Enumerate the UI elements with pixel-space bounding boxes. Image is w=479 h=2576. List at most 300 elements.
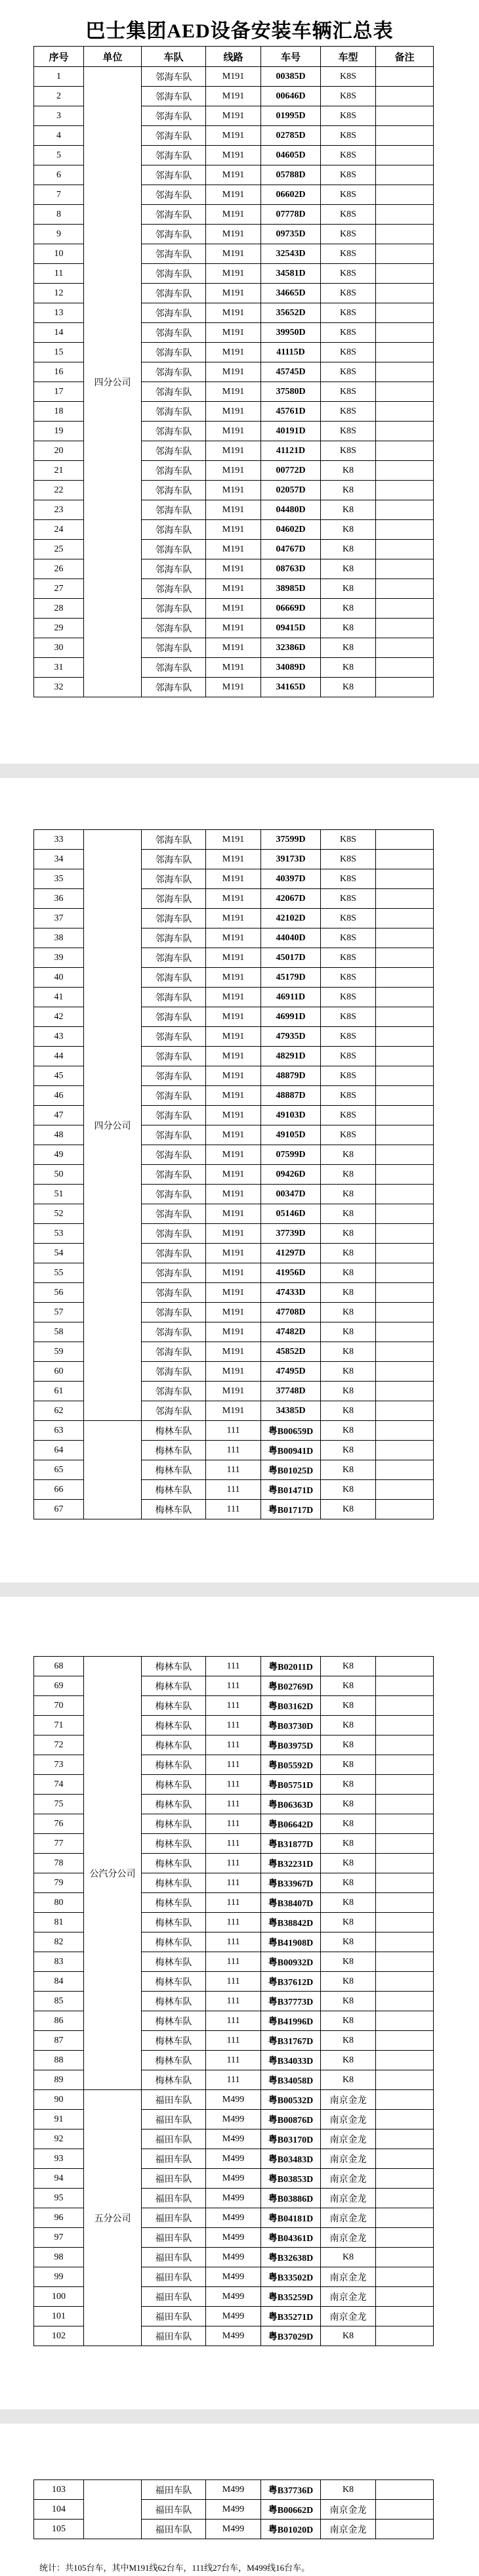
remark-cell: [376, 500, 434, 520]
row-number: 61: [34, 1382, 84, 1401]
plate-cell: 粤B00941D: [261, 1441, 321, 1460]
remark-cell: [376, 2500, 434, 2520]
plate-cell: 47495D: [261, 1362, 321, 1382]
route-cell: M191: [206, 225, 261, 244]
row-number: 46: [34, 1086, 84, 1106]
route-cell: M499: [206, 2480, 261, 2500]
column-header: 车型: [321, 47, 376, 67]
route-cell: M191: [206, 481, 261, 500]
remark-cell: [376, 481, 434, 500]
remark-cell: [376, 1165, 434, 1185]
fleet-cell: 邻海车队: [142, 284, 206, 303]
row-number: 26: [34, 559, 84, 579]
plate-cell: 粤B41996D: [261, 2011, 321, 2031]
table-block: [33, 829, 434, 1519]
fleet-cell: 邻海车队: [142, 1401, 206, 1421]
fleet-cell: 梅林车队: [142, 2031, 206, 2051]
model-cell: K8: [321, 1716, 376, 1736]
route-cell: 111: [206, 1972, 261, 1992]
fleet-cell: 邻海车队: [142, 185, 206, 205]
row-number: 10: [34, 244, 84, 264]
row-number: 56: [34, 1283, 84, 1303]
row-number: 42: [34, 1007, 84, 1027]
model-cell: K8: [321, 1322, 376, 1342]
fleet-cell: 邻海车队: [142, 225, 206, 244]
model-cell: K8: [321, 2051, 376, 2070]
model-cell: K8: [321, 1480, 376, 1500]
model-cell: K8S: [321, 382, 376, 402]
remark-cell: [376, 1283, 434, 1303]
route-cell: M499: [206, 2500, 261, 2520]
model-cell: K8S: [321, 126, 376, 146]
fleet-cell: 梅林车队: [142, 1755, 206, 1775]
plate-cell: 粤B01020D: [261, 2520, 321, 2539]
route-cell: 111: [206, 1480, 261, 1500]
remark-cell: [376, 658, 434, 678]
model-cell: K8S: [321, 441, 376, 461]
route-cell: M191: [206, 1125, 261, 1145]
remark-cell: [376, 1401, 434, 1421]
model-cell: K8: [321, 461, 376, 481]
plate-cell: 34665D: [261, 284, 321, 303]
plate-cell: 38985D: [261, 579, 321, 599]
row-number: 43: [34, 1027, 84, 1047]
column-header: 备注: [376, 47, 434, 67]
model-cell: K8: [321, 638, 376, 658]
model-cell: K8: [321, 1775, 376, 1795]
fleet-cell: 邻海车队: [142, 441, 206, 461]
fleet-cell: 梅林车队: [142, 1441, 206, 1460]
remark-cell: [376, 619, 434, 638]
route-cell: M191: [206, 909, 261, 928]
model-cell: K8S: [321, 205, 376, 225]
model-cell: 南京金龙: [321, 2500, 376, 2520]
route-cell: M191: [206, 1224, 261, 1244]
plate-cell: 粤B34058D: [261, 2070, 321, 2090]
route-cell: M191: [206, 402, 261, 422]
model-cell: 南京金龙: [321, 2228, 376, 2248]
route-cell: M191: [206, 579, 261, 599]
model-cell: K8: [321, 1736, 376, 1755]
column-header: 车队: [142, 47, 206, 67]
fleet-cell: 福田车队: [142, 2267, 206, 2287]
plate-cell: 09415D: [261, 619, 321, 638]
table-block: [33, 2479, 434, 2539]
fleet-cell: 梅林车队: [142, 1795, 206, 1814]
route-cell: M191: [206, 520, 261, 540]
model-cell: K8S: [321, 284, 376, 303]
row-number: 75: [34, 1795, 84, 1814]
model-cell: K8: [321, 599, 376, 619]
fleet-cell: 福田车队: [142, 2307, 206, 2326]
row-number: 37: [34, 909, 84, 928]
remark-cell: [376, 2169, 434, 2189]
fleet-cell: 邻海车队: [142, 988, 206, 1007]
remark-cell: [376, 2051, 434, 2070]
row-number: 1: [34, 67, 84, 87]
model-cell: K8: [321, 2070, 376, 2090]
fleet-cell: 邻海车队: [142, 126, 206, 146]
remark-cell: [376, 909, 434, 928]
plate-cell: 45179D: [261, 968, 321, 988]
row-number: 5: [34, 146, 84, 165]
plate-cell: 粤B37773D: [261, 1992, 321, 2011]
remark-cell: [376, 343, 434, 362]
unit-cell: 公汽分公司: [84, 1657, 142, 2090]
route-cell: M191: [206, 869, 261, 889]
plate-cell: 06669D: [261, 599, 321, 619]
plate-cell: 粤B34033D: [261, 2051, 321, 2070]
remark-cell: [376, 2110, 434, 2129]
remark-cell: [376, 1775, 434, 1795]
row-number: 81: [34, 1913, 84, 1932]
route-cell: M191: [206, 678, 261, 697]
fleet-cell: 邻海车队: [142, 362, 206, 382]
plate-cell: 02057D: [261, 481, 321, 500]
plate-cell: 粤B37736D: [261, 2480, 321, 2500]
row-number: 99: [34, 2267, 84, 2287]
model-cell: 南京金龙: [321, 2189, 376, 2208]
route-cell: 111: [206, 1795, 261, 1814]
table-header-row: [34, 47, 434, 67]
remark-cell: [376, 1932, 434, 1952]
remark-cell: [376, 1263, 434, 1283]
remark-cell: [376, 678, 434, 697]
plate-cell: 49105D: [261, 1125, 321, 1145]
route-cell: M191: [206, 559, 261, 579]
route-cell: M499: [206, 2287, 261, 2307]
route-cell: M191: [206, 441, 261, 461]
fleet-cell: 邻海车队: [142, 1322, 206, 1342]
route-cell: M191: [206, 67, 261, 87]
model-cell: K8: [321, 1696, 376, 1716]
route-cell: 111: [206, 1736, 261, 1755]
route-cell: 111: [206, 1913, 261, 1932]
fleet-cell: 邻海车队: [142, 382, 206, 402]
route-cell: 111: [206, 1441, 261, 1460]
model-cell: K8: [321, 1185, 376, 1204]
model-cell: K8: [321, 1657, 376, 1676]
model-cell: K8: [321, 559, 376, 579]
plate-cell: 41115D: [261, 343, 321, 362]
plate-cell: 09426D: [261, 1165, 321, 1185]
plate-cell: 粤B32638D: [261, 2248, 321, 2267]
remark-cell: [376, 165, 434, 185]
plate-cell: 粤B00532D: [261, 2090, 321, 2110]
plate-cell: 02785D: [261, 126, 321, 146]
route-cell: M191: [206, 500, 261, 520]
plate-cell: 40191D: [261, 422, 321, 441]
route-cell: 111: [206, 1834, 261, 1854]
model-cell: K8: [321, 1303, 376, 1322]
fleet-cell: 邻海车队: [142, 638, 206, 658]
fleet-cell: 邻海车队: [142, 402, 206, 422]
route-cell: M499: [206, 2129, 261, 2149]
model-cell: K8S: [321, 422, 376, 441]
route-cell: M191: [206, 461, 261, 481]
row-number: 57: [34, 1303, 84, 1322]
route-cell: M191: [206, 323, 261, 343]
model-cell: K8: [321, 1952, 376, 1972]
route-cell: M191: [206, 1145, 261, 1165]
row-number: 27: [34, 579, 84, 599]
row-number: 7: [34, 185, 84, 205]
route-cell: M191: [206, 382, 261, 402]
column-header: 序号: [34, 47, 84, 67]
remark-cell: [376, 1185, 434, 1204]
route-cell: M499: [206, 2307, 261, 2326]
row-number: 70: [34, 1696, 84, 1716]
remark-cell: [376, 830, 434, 850]
route-cell: 111: [206, 2051, 261, 2070]
model-cell: K8: [321, 1145, 376, 1165]
model-cell: 南京金龙: [321, 2169, 376, 2189]
plate-cell: 04605D: [261, 146, 321, 165]
model-cell: K8S: [321, 948, 376, 968]
fleet-cell: 邻海车队: [142, 1185, 206, 1204]
row-number: 66: [34, 1480, 84, 1500]
model-cell: K8: [321, 2248, 376, 2267]
row-number: 55: [34, 1263, 84, 1283]
fleet-cell: 邻海车队: [142, 850, 206, 869]
fleet-cell: 梅林车队: [142, 1657, 206, 1676]
route-cell: 111: [206, 1421, 261, 1441]
model-cell: 南京金龙: [321, 2520, 376, 2539]
fleet-cell: 梅林车队: [142, 1972, 206, 1992]
fleet-cell: 邻海车队: [142, 461, 206, 481]
route-cell: M191: [206, 1066, 261, 1086]
fleet-cell: 邻海车队: [142, 1283, 206, 1303]
model-cell: K8S: [321, 1007, 376, 1027]
row-number: 104: [34, 2500, 84, 2520]
model-cell: K8S: [321, 323, 376, 343]
remark-cell: [376, 1086, 434, 1106]
model-cell: K8: [321, 1283, 376, 1303]
remark-cell: [376, 869, 434, 889]
fleet-cell: 邻海车队: [142, 481, 206, 500]
model-cell: 南京金龙: [321, 2208, 376, 2228]
plate-cell: 34385D: [261, 1401, 321, 1421]
row-number: 54: [34, 1244, 84, 1263]
column-header: 单位: [84, 47, 142, 67]
remark-cell: [376, 1125, 434, 1145]
remark-cell: [376, 2189, 434, 2208]
model-cell: K8: [321, 1795, 376, 1814]
fleet-cell: 梅林车队: [142, 1932, 206, 1952]
fleet-cell: 梅林车队: [142, 1775, 206, 1795]
model-cell: K8S: [321, 850, 376, 869]
row-number: 45: [34, 1066, 84, 1086]
row-number: 22: [34, 481, 84, 500]
fleet-cell: 邻海车队: [142, 165, 206, 185]
model-cell: K8S: [321, 968, 376, 988]
row-number: 100: [34, 2287, 84, 2307]
fleet-cell: 邻海车队: [142, 889, 206, 909]
model-cell: K8: [321, 1244, 376, 1263]
plate-cell: 46911D: [261, 988, 321, 1007]
remark-cell: [376, 1145, 434, 1165]
route-cell: M191: [206, 599, 261, 619]
row-number: 79: [34, 1873, 84, 1893]
fleet-cell: 邻海车队: [142, 87, 206, 106]
remark-cell: [376, 1755, 434, 1775]
plate-cell: 48887D: [261, 1086, 321, 1106]
route-cell: M191: [206, 1086, 261, 1106]
model-cell: K8S: [321, 1047, 376, 1066]
model-cell: K8S: [321, 909, 376, 928]
plate-cell: 49103D: [261, 1106, 321, 1125]
model-cell: K8: [321, 619, 376, 638]
remark-cell: [376, 2208, 434, 2228]
fleet-cell: 邻海车队: [142, 303, 206, 323]
remark-cell: [376, 1441, 434, 1460]
route-cell: 111: [206, 1992, 261, 2011]
model-cell: K8: [321, 2326, 376, 2346]
remark-cell: [376, 87, 434, 106]
plate-cell: 粤B06642D: [261, 1814, 321, 1834]
remark-cell: [376, 2326, 434, 2346]
plate-cell: 粤B03975D: [261, 1736, 321, 1755]
model-cell: K8S: [321, 264, 376, 284]
fleet-cell: 邻海车队: [142, 244, 206, 264]
fleet-cell: 梅林车队: [142, 1736, 206, 1755]
route-cell: 111: [206, 2031, 261, 2051]
fleet-cell: 福田车队: [142, 2129, 206, 2149]
plate-cell: 00646D: [261, 87, 321, 106]
model-cell: K8S: [321, 1027, 376, 1047]
fleet-cell: 邻海车队: [142, 658, 206, 678]
remark-cell: [376, 185, 434, 205]
route-cell: M191: [206, 205, 261, 225]
row-number: 50: [34, 1165, 84, 1185]
route-cell: M191: [206, 303, 261, 323]
remark-cell: [376, 1873, 434, 1893]
plate-cell: 45745D: [261, 362, 321, 382]
model-cell: 南京金龙: [321, 2149, 376, 2169]
fleet-cell: 福田车队: [142, 2480, 206, 2500]
row-number: 16: [34, 362, 84, 382]
model-cell: K8S: [321, 830, 376, 850]
remark-cell: [376, 244, 434, 264]
route-cell: M499: [206, 2149, 261, 2169]
fleet-cell: 梅林车队: [142, 2070, 206, 2090]
fleet-cell: 邻海车队: [142, 540, 206, 559]
remark-cell: [376, 422, 434, 441]
route-cell: M191: [206, 185, 261, 205]
model-cell: K8: [321, 1382, 376, 1401]
route-cell: 111: [206, 1755, 261, 1775]
fleet-cell: 邻海车队: [142, 422, 206, 441]
model-cell: K8: [321, 1500, 376, 1519]
fleet-cell: 福田车队: [142, 2248, 206, 2267]
plate-cell: 09735D: [261, 225, 321, 244]
plate-cell: 粤B05751D: [261, 1775, 321, 1795]
row-number: 47: [34, 1106, 84, 1125]
fleet-cell: 邻海车队: [142, 1204, 206, 1224]
remark-cell: [376, 1460, 434, 1480]
plate-cell: 粤B03162D: [261, 1696, 321, 1716]
model-cell: K8: [321, 2011, 376, 2031]
model-cell: K8S: [321, 869, 376, 889]
fleet-cell: 邻海车队: [142, 1125, 206, 1145]
remark-cell: [376, 1007, 434, 1027]
fleet-cell: 邻海车队: [142, 830, 206, 850]
footer-note: 统计：共105台车，其中M191线62台车，111线27台车，M499线16台车。: [39, 2563, 310, 2573]
row-number: 4: [34, 126, 84, 146]
remark-cell: [376, 2129, 434, 2149]
fleet-cell: 邻海车队: [142, 948, 206, 968]
plate-cell: 粤B35259D: [261, 2287, 321, 2307]
route-cell: M191: [206, 1244, 261, 1263]
model-cell: K8: [321, 1913, 376, 1932]
model-cell: K8S: [321, 1125, 376, 1145]
remark-cell: [376, 303, 434, 323]
unit-cell: 四分公司: [84, 67, 142, 697]
plate-cell: 39173D: [261, 850, 321, 869]
row-number: 24: [34, 520, 84, 540]
plate-cell: 42067D: [261, 889, 321, 909]
route-cell: M191: [206, 146, 261, 165]
remark-cell: [376, 461, 434, 481]
remark-cell: [376, 1303, 434, 1322]
remark-cell: [376, 441, 434, 461]
model-cell: K8: [321, 540, 376, 559]
fleet-cell: 邻海车队: [142, 1303, 206, 1322]
fleet-cell: 梅林车队: [142, 1952, 206, 1972]
row-number: 32: [34, 678, 84, 697]
plate-cell: 42102D: [261, 909, 321, 928]
remark-cell: [376, 1952, 434, 1972]
route-cell: 111: [206, 1932, 261, 1952]
row-number: 14: [34, 323, 84, 343]
remark-cell: [376, 205, 434, 225]
route-cell: 111: [206, 1873, 261, 1893]
remark-cell: [376, 1736, 434, 1755]
plate-cell: 47433D: [261, 1283, 321, 1303]
plate-cell: 粤B04361D: [261, 2228, 321, 2248]
plate-cell: 40397D: [261, 869, 321, 889]
fleet-cell: 邻海车队: [142, 1382, 206, 1401]
model-cell: K8S: [321, 244, 376, 264]
row-number: 23: [34, 500, 84, 520]
model-cell: K8: [321, 1441, 376, 1460]
row-number: 21: [34, 461, 84, 481]
plate-cell: 粤B01717D: [261, 1500, 321, 1519]
route-cell: 111: [206, 1775, 261, 1795]
remark-cell: [376, 2267, 434, 2287]
row-number: 53: [34, 1224, 84, 1244]
remark-cell: [376, 1106, 434, 1125]
route-cell: M499: [206, 2326, 261, 2346]
table-row: [34, 2090, 434, 2110]
column-header: 线路: [206, 47, 261, 67]
row-number: 63: [34, 1421, 84, 1441]
plate-cell: 07599D: [261, 1145, 321, 1165]
remark-cell: [376, 540, 434, 559]
unit-cell: [84, 1421, 142, 1519]
plate-cell: 04767D: [261, 540, 321, 559]
row-number: 3: [34, 106, 84, 126]
remark-cell: [376, 1362, 434, 1382]
remark-cell: [376, 1382, 434, 1401]
row-number: 85: [34, 1992, 84, 2011]
remark-cell: [376, 284, 434, 303]
fleet-cell: 邻海车队: [142, 323, 206, 343]
row-number: 64: [34, 1441, 84, 1460]
unit-cell: [84, 2480, 142, 2539]
plate-cell: 06602D: [261, 185, 321, 205]
row-number: 52: [34, 1204, 84, 1224]
